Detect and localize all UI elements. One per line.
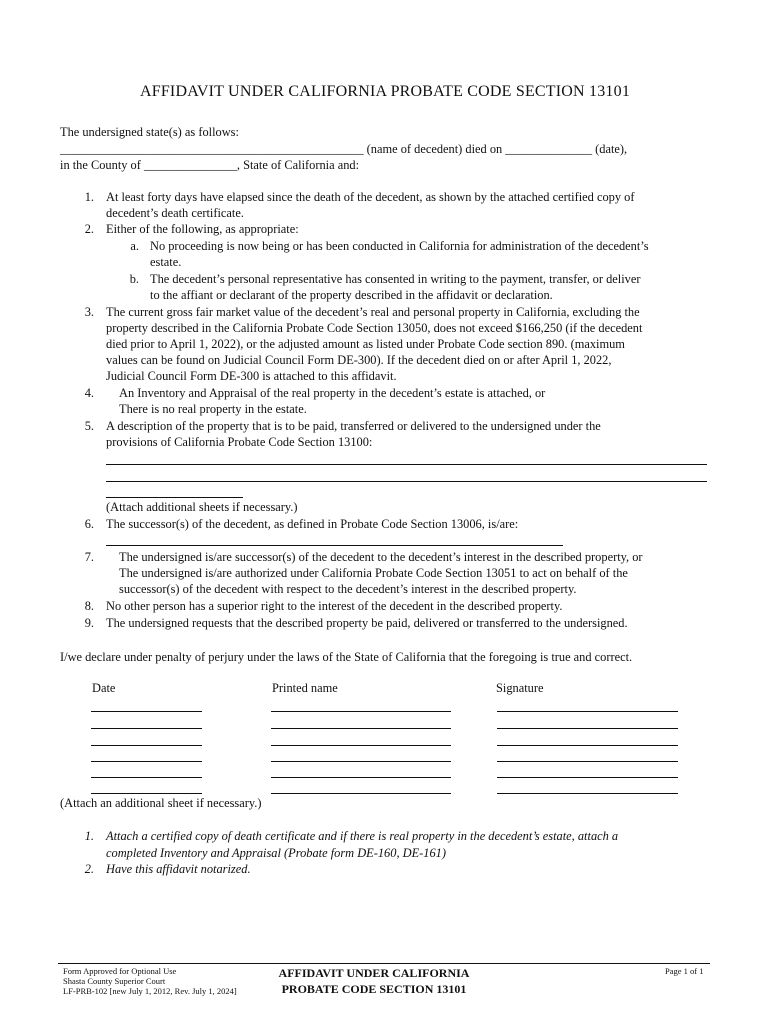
item-3-text-4: values can be found on Judicial Council Form DE-300). If the decedent died on or after April 1, 2022, bbox=[106, 353, 612, 367]
instruction-1-text: Attach a certified copy of death certificate and if there is real property in the decedent’s estate, attach a bbox=[106, 829, 619, 843]
item-6-text: The successor(s) of the decedent, as defined in Probate Code Section 13006, is/are: bbox=[106, 517, 519, 531]
signature-line[interactable] bbox=[497, 711, 678, 712]
instruction-2-number: 2. bbox=[84, 862, 94, 876]
item-2b-number: b. bbox=[129, 272, 139, 286]
date-line[interactable] bbox=[91, 761, 202, 762]
item-4-text-cont: There is no real property in the estate. bbox=[119, 402, 307, 416]
item-6-number: 6. bbox=[84, 517, 94, 531]
item-8-number: 8. bbox=[84, 599, 94, 613]
signature-line[interactable] bbox=[497, 777, 678, 778]
item-3-number: 3. bbox=[84, 305, 94, 319]
date-line[interactable] bbox=[91, 711, 202, 712]
page-title: AFFIDAVIT UNDER CALIFORNIA PROBATE CODE SECTION 13101 bbox=[139, 83, 631, 100]
property-description-line-1[interactable] bbox=[106, 464, 707, 465]
footer-divider bbox=[58, 963, 710, 964]
instruction-2-text: Have this affidavit notarized. bbox=[106, 862, 251, 876]
signature-column-header: Signature bbox=[496, 681, 544, 695]
item-7-text-2: The undersigned is/are authorized under California Probate Code Section 13051 to act on behalf of the bbox=[119, 566, 628, 580]
item-5-attach-note: (Attach additional sheets if necessary.) bbox=[106, 500, 298, 514]
signature-line[interactable] bbox=[497, 793, 678, 794]
successors-line[interactable] bbox=[106, 545, 563, 546]
item-3-text-5: Judicial Council Form DE-300 is attached to this affidavit. bbox=[106, 369, 397, 383]
item-7-text-3: successor(s) of the decedent with respect to the decedent’s interest in the described property. bbox=[119, 582, 577, 596]
item-5-text-cont: provisions of California Probate Code Section 13100: bbox=[106, 435, 373, 449]
printed-name-line[interactable] bbox=[271, 711, 451, 712]
printed-name-line[interactable] bbox=[271, 777, 451, 778]
intro-line-3: in the County of _______________, State of California and: bbox=[60, 158, 360, 172]
footer-approval: Form Approved for Optional Use bbox=[63, 966, 177, 976]
item-2-text: Either of the following, as appropriate: bbox=[106, 222, 299, 236]
item-2a-text-cont: estate. bbox=[150, 255, 182, 269]
printed-name-line[interactable] bbox=[271, 793, 451, 794]
item-2b-text: The decedent’s personal representative has consented in writing to the payment, transfer, or deliver bbox=[150, 272, 641, 286]
item-2b-text-cont: to the affiant or declarant of the property described in the affidavit or declaration. bbox=[150, 288, 553, 302]
item-3-text: The current gross fair market value of the decedent’s real and personal property in California, excluding the bbox=[106, 305, 640, 319]
item-8-text: No other person has a superior right to the interest of the decedent in the described property. bbox=[106, 599, 563, 613]
item-4-text: An Inventory and Appraisal of the real property in the decedent’s estate is attached, or bbox=[119, 386, 546, 400]
item-2a-number: a. bbox=[130, 239, 139, 253]
date-line[interactable] bbox=[91, 728, 202, 729]
printed-name-line[interactable] bbox=[271, 728, 451, 729]
item-1-number: 1. bbox=[84, 190, 94, 204]
signature-line[interactable] bbox=[497, 728, 678, 729]
date-line[interactable] bbox=[91, 793, 202, 794]
declaration-text: I/we declare under penalty of perjury under the laws of the State of California that the foregoing is true and correct. bbox=[60, 650, 633, 664]
item-2a-text: No proceeding is now being or has been conducted in California for administration of the decedent’s bbox=[150, 239, 649, 253]
footer-form-id: LF-PRB-102 [new July 1, 2012, Rev. July 1, 2024] bbox=[63, 986, 237, 996]
date-line[interactable] bbox=[91, 777, 202, 778]
instruction-1-number: 1. bbox=[84, 829, 94, 843]
item-1-text: At least forty days have elapsed since the death of the decedent, as shown by the attached certified copy of bbox=[106, 190, 635, 204]
property-description-line-3[interactable] bbox=[106, 497, 243, 498]
item-5-number: 5. bbox=[84, 419, 94, 433]
item-5-text: A description of the property that is to be paid, transferred or delivered to the undersigned under the bbox=[106, 419, 601, 433]
intro-line-1: The undersigned state(s) as follows: bbox=[60, 125, 239, 139]
date-line[interactable] bbox=[91, 745, 202, 746]
item-9-number: 9. bbox=[84, 616, 94, 630]
printed-name-line[interactable] bbox=[271, 761, 451, 762]
item-3-text-2: property described in the California Probate Code Section 13050, does not exceed $166,250 (if the decedent bbox=[106, 321, 643, 335]
item-9-text: The undersigned requests that the described property be paid, delivered or transferred to the undersigned. bbox=[106, 616, 628, 630]
item-3-text-3: died prior to April 1, 2022), or the adjusted amount as listed under Probate Code section 890. (maximum bbox=[106, 337, 625, 351]
item-7-text: The undersigned is/are successor(s) of the decedent to the decedent’s interest in the described property, or bbox=[119, 550, 643, 564]
item-4-number: 4. bbox=[84, 386, 94, 400]
signature-line[interactable] bbox=[497, 761, 678, 762]
printed-name-column-header: Printed name bbox=[272, 681, 338, 695]
printed-name-line[interactable] bbox=[271, 745, 451, 746]
item-7-number: 7. bbox=[84, 550, 94, 564]
signature-attach-note: (Attach an additional sheet if necessary.) bbox=[60, 796, 262, 810]
date-column-header: Date bbox=[92, 681, 116, 695]
item-2-number: 2. bbox=[84, 222, 94, 236]
item-1-text-cont: decedent’s death certificate. bbox=[106, 206, 244, 220]
footer-title-1: AFFIDAVIT UNDER CALIFORNIA bbox=[278, 966, 470, 980]
intro-line-2: _________________________________________________ (name of decedent) died on ______________ (date), bbox=[60, 142, 628, 156]
footer-title-2: PROBATE CODE SECTION 13101 bbox=[281, 982, 467, 996]
property-description-line-2[interactable] bbox=[106, 481, 707, 482]
footer-court: Shasta County Superior Court bbox=[63, 976, 166, 986]
page-number: Page 1 of 1 bbox=[665, 966, 704, 976]
signature-line[interactable] bbox=[497, 745, 678, 746]
instruction-1-text-cont: completed Inventory and Appraisal (Probate form DE-160, DE-161) bbox=[106, 846, 446, 860]
